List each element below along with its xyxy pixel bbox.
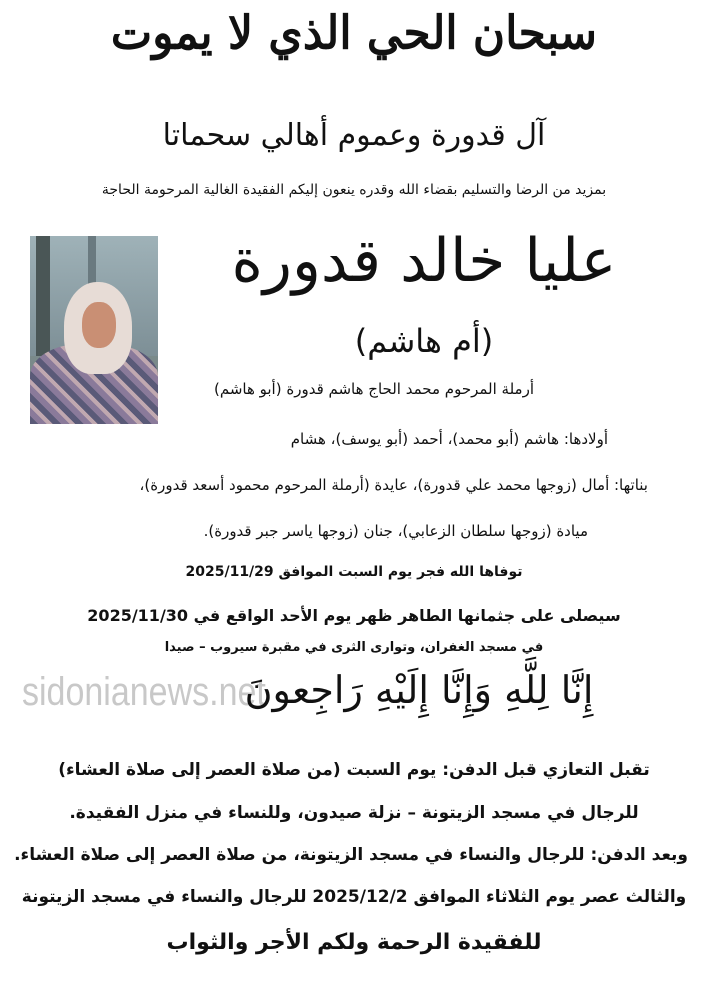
- deceased-photo: [30, 236, 158, 424]
- condolences-line-4: والثالث عصر يوم الثلاثاء الموافق 2025/12/2 للرجال والنساء في مسجد الزيتونة: [21, 887, 687, 907]
- daughters-line-1: بناتها: أمال (زوجها محمد علي قدورة)، عايدة (أرملة المرحوم محمود أسعد قدورة)،: [139, 476, 648, 494]
- deceased-kunya: (أم هاشم): [354, 322, 494, 360]
- intro-text: بمزيد من الرضا والتسليم بقضاء الله وقدره ينعون إليكم الفقيدة الغالية المرحومة الحاجة: [101, 182, 607, 198]
- funeral-prayer-line: سيصلى على جثمانها الطاهر ظهر يوم الأحد الواقع في 2025/11/30: [87, 606, 621, 625]
- burial-location-line: في مسجد الغفران، وتوارى الثرى في مقبرة سيروب – صيدا: [164, 640, 544, 655]
- daughters-line-2: ميادة (زوجها سلطان الزعابي)، جنان (زوجها ياسر جبر قدورة).: [203, 522, 588, 540]
- sons-line: أولادها: هاشم (أبو محمد)، أحمد (أبو يوسف)، هشام: [290, 430, 608, 448]
- condolences-line-2: للرجال في مسجد الزيتونة – نزلة صيدون، وللنساء في منزل الفقيدة.: [69, 803, 639, 823]
- widow-line: أرملة المرحوم محمد الحاج هاشم قدورة (أبو هاشم): [213, 380, 534, 398]
- photo-window-frame: [36, 236, 50, 356]
- death-note: توفاها الله فجر يوم السبت الموافق 2025/11/29: [185, 564, 523, 580]
- calligraphy-header: سبحان الحي الذي لا يموت: [110, 6, 598, 61]
- deceased-name: عليا خالد قدورة: [231, 226, 617, 296]
- condolences-line-1: تقبل التعازي قبل الدفن: يوم السبت (من صلاة العصر إلى صلاة العشاء): [58, 760, 650, 780]
- family-title: آل قدورة وعموم أهالي سحماتا: [162, 118, 546, 153]
- photo-face: [82, 302, 116, 348]
- quran-verse: إِنَّا لِلَّهِ وَإِنَّا إِلَيْهِ رَاجِعونَ: [244, 668, 594, 712]
- site-watermark: sidonianews.net: [22, 670, 266, 714]
- condolences-line-3: وبعد الدفن: للرجال والنساء في مسجد الزيتونة، من صلاة العصر إلى صلاة العشاء.: [14, 845, 688, 865]
- closing-prayer: للفقيدة الرحمة ولكم الأجر والثواب: [166, 930, 542, 955]
